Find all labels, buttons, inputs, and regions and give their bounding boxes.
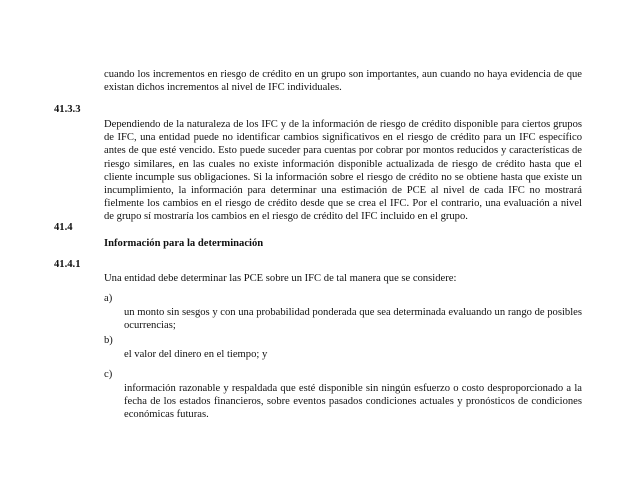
intro-paragraph: cuando los incrementos en riesgo de crédito en un grupo son importantes, aun cuando no haya evidencia de que existan dichos incrementos al nivel de IFC individuales. [104, 69, 582, 94]
list-item-c-text: información razonable y respaldada que esté disponible sin ningún esfuerzo o costo desproporcionado a la fecha de los estados financieros, sobre eventos pasados condiciones actuales y pronósticos de condiciones económicas futuras. [124, 383, 582, 421]
section-41-3-3-text: Dependiendo de la naturaleza de los IFC y de la información de riesgo de crédito disponible para ciertos grupos de IFC, una entidad puede no identificar cambios significativos en el riesgo de crédito para un IFC específico antes de que esté vencido. Esto puede suceder para cuentas por cobrar por montos reducidos y características de riesgo similares, en las cuales no existe información disponible actualizada de riesgo de crédito hasta que el cliente incumple sus obligaciones. Si la información sobre el riesgo de crédito no se obtiene hasta que existe un incumplimiento, la información para determinar una estimación de PCE al nivel de cada IFC no mostrará fielmente los cambios en el riesgo de crédito desde que se crea el IFC. Por el contrario, una evaluación a nivel de grupo sí mostraría los cambios en el riesgo de crédito del IFC incluido en el grupo. [104, 119, 582, 223]
list-item-b-label: b) [104, 335, 113, 346]
list-item-c-label: c) [104, 369, 113, 380]
section-41-4-heading: Información para la determinación [104, 238, 264, 249]
list-item-b-text: el valor del dinero en el tiempo; y [124, 349, 268, 360]
list-item-a-text: un monto sin sesgos y con una probabilidad ponderada que sea determinada evaluando un rango de posibles ocurrencias; [124, 307, 582, 332]
section-number-41-4-1: 41.4.1 [54, 259, 81, 270]
list-item-a-label: a) [104, 293, 113, 304]
section-number-41-4: 41.4 [54, 222, 73, 233]
section-number-41-3-3: 41.3.3 [54, 104, 81, 115]
section-41-4-1-text: Una entidad debe determinar las PCE sobre un IFC de tal manera que se considere: [104, 273, 457, 284]
